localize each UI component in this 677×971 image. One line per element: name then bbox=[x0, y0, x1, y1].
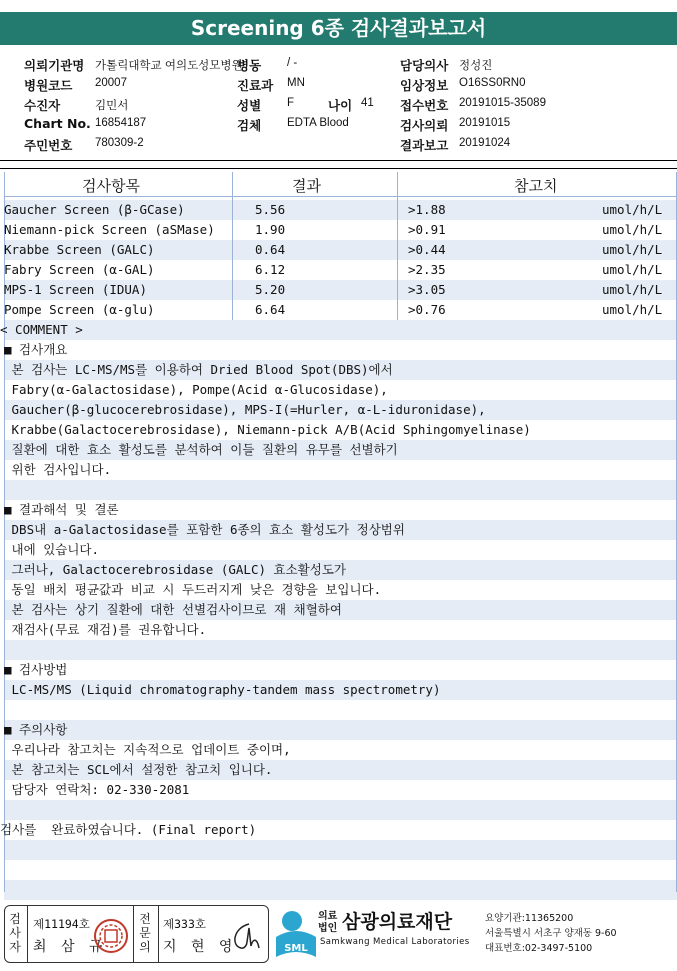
row-stripe bbox=[4, 640, 677, 660]
request-label: 검사의뢰 bbox=[400, 118, 449, 133]
comment-label: < COMMENT > bbox=[0, 322, 83, 337]
clinical-value: O16SS0RN0 bbox=[459, 77, 526, 89]
logo-text: SML bbox=[284, 943, 308, 954]
hospcode-label: 병원코드 bbox=[24, 78, 73, 93]
comment-line: Fabry(α-Galactosidase), Pompe(Acid α-Glucosidase), bbox=[4, 382, 388, 397]
collector-value: 김민서 bbox=[95, 100, 129, 112]
test-item: Niemann-pick Screen (aSMase) bbox=[4, 222, 215, 237]
sex-value: F bbox=[287, 97, 295, 109]
ward-label: 병동 bbox=[237, 58, 262, 73]
ward-value: / - bbox=[287, 57, 298, 69]
test-result: 0.64 bbox=[255, 242, 286, 257]
org-name: 삼광의료재단 bbox=[342, 911, 453, 933]
row-stripe bbox=[4, 880, 677, 900]
test-item: Krabbe Screen (GALC) bbox=[4, 242, 155, 257]
reference-range: >3.05 bbox=[408, 282, 446, 297]
test-result: 5.56 bbox=[255, 202, 286, 217]
test-item: Fabry Screen (α-GAL) bbox=[4, 262, 155, 277]
phone-number: 대표번호:02-3497-5100 bbox=[485, 943, 593, 954]
examiner-name: 최 삼 규 bbox=[33, 939, 106, 955]
address: 서울특별시 서초구 양재동 9-60 bbox=[485, 928, 617, 939]
collector-label: 수진자 bbox=[24, 98, 61, 113]
divider bbox=[158, 906, 159, 962]
test-result: 6.64 bbox=[255, 302, 286, 317]
unit: umol/h/L bbox=[602, 242, 663, 257]
report-date-value: 20191024 bbox=[459, 137, 511, 149]
comment-line: Gaucher(β-glucocerebrosidase), MPS-I(=Hurler, α-L-iduronidase), bbox=[4, 402, 486, 417]
test-result: 1.90 bbox=[255, 222, 286, 237]
comment-line: 질환에 대한 효소 활성도를 분석하여 이들 질환의 유무를 선별하기 bbox=[4, 442, 398, 457]
row-stripe bbox=[4, 480, 677, 500]
row-stripe bbox=[4, 720, 677, 740]
rrn-label: 주민번호 bbox=[24, 138, 73, 153]
divider bbox=[0, 160, 677, 161]
dept-label: 진료과 bbox=[237, 78, 274, 93]
comment-line: DBS내 a-Galactosidase를 포함한 6종의 효소 활성도가 정상범위 bbox=[4, 522, 405, 537]
clinical-label: 임상정보 bbox=[400, 78, 449, 93]
sml-logo-icon bbox=[272, 907, 320, 961]
age-value: 41 bbox=[361, 97, 374, 109]
comment-line: 재검사(무료 재검)를 권유합니다. bbox=[4, 622, 207, 637]
age-label: 나이 bbox=[328, 98, 353, 113]
specialist-signature-icon bbox=[227, 918, 263, 954]
divider bbox=[133, 906, 134, 962]
comment-line: 내에 있습니다. bbox=[4, 542, 100, 557]
chart-value: 16854187 bbox=[95, 117, 147, 129]
column-divider bbox=[397, 172, 398, 320]
chart-label: Chart No. bbox=[24, 116, 91, 131]
row-stripe bbox=[4, 840, 677, 860]
org-english-name: Samkwang Medical Laboratories bbox=[320, 937, 470, 947]
unit: umol/h/L bbox=[602, 202, 663, 217]
test-result: 6.12 bbox=[255, 262, 286, 277]
request-value: 20191015 bbox=[459, 117, 511, 129]
doctor-label: 담당의사 bbox=[400, 58, 449, 73]
row-stripe bbox=[4, 320, 677, 340]
specialist-label: 전문의 bbox=[139, 912, 151, 954]
comment-line: 담당자 연락처: 02-330-2081 bbox=[4, 782, 190, 797]
col-header-result: 결과 bbox=[292, 177, 321, 195]
reference-range: >2.35 bbox=[408, 262, 446, 277]
institution-label: 의뢰기관명 bbox=[24, 58, 85, 73]
comment-line: 검사를 완료하였습니다. (Final report) bbox=[0, 822, 257, 837]
doctor-value: 정성진 bbox=[459, 60, 493, 72]
footer bbox=[0, 905, 677, 965]
institution-value: 가톨릭대학교 여의도성모병원 bbox=[95, 60, 243, 72]
row-stripe bbox=[4, 800, 677, 820]
report-date-label: 결과보고 bbox=[400, 138, 449, 153]
divider bbox=[0, 168, 677, 169]
col-header-reference: 참고치 bbox=[514, 177, 558, 195]
test-item: Pompe Screen (α-glu) bbox=[4, 302, 155, 317]
signature-box bbox=[4, 905, 269, 963]
section-heading: ■ 검사방법 bbox=[4, 662, 68, 677]
dept-value: MN bbox=[287, 77, 305, 89]
test-result: 5.20 bbox=[255, 282, 286, 297]
comment-line: LC-MS/MS (Liquid chromatography-tandem mass spectrometry) bbox=[4, 682, 441, 697]
section-heading: ■ 주의사항 bbox=[4, 722, 68, 737]
specialist-license: 제333호 bbox=[163, 917, 206, 931]
sex-label: 성별 bbox=[237, 98, 262, 113]
comment-line: 그러나, Galactocerebrosidase (GALC) 효소활성도가 bbox=[4, 562, 346, 577]
comment-line: Krabbe(Galactocerebrosidase), Niemann-pick A/B(Acid Sphingomyelinase) bbox=[4, 422, 531, 437]
comment-line: 본 참고치는 SCL에서 설정한 참고치 입니다. bbox=[4, 762, 273, 777]
hospcode-value: 20007 bbox=[95, 77, 127, 89]
specimen-label: 검체 bbox=[237, 118, 262, 133]
col-header-item: 검사항목 bbox=[82, 177, 140, 195]
divider bbox=[27, 906, 28, 962]
examiner-license: 제11194호 bbox=[33, 917, 90, 931]
test-item: Gaucher Screen (β-GCase) bbox=[4, 202, 185, 217]
specimen-value: EDTA Blood bbox=[287, 117, 349, 129]
receipt-label: 접수번호 bbox=[400, 98, 449, 113]
unit: umol/h/L bbox=[602, 282, 663, 297]
receipt-value: 20191015-35089 bbox=[459, 97, 546, 109]
comment-line: 위한 검사입니다. bbox=[4, 462, 112, 477]
section-heading: ■ 결과해석 및 결론 bbox=[4, 502, 119, 517]
rrn-value: 780309-2 bbox=[95, 137, 144, 149]
results-panel bbox=[0, 172, 677, 892]
reference-range: >1.88 bbox=[408, 202, 446, 217]
org-type: 의료법인 bbox=[318, 911, 338, 934]
patient-info bbox=[0, 52, 677, 152]
unit: umol/h/L bbox=[602, 222, 663, 237]
reference-range: >0.44 bbox=[408, 242, 446, 257]
examiner-label: 검사자 bbox=[9, 912, 21, 954]
reference-range: >0.76 bbox=[408, 302, 446, 317]
unit: umol/h/L bbox=[602, 302, 663, 317]
reference-range: >0.91 bbox=[408, 222, 446, 237]
unit: umol/h/L bbox=[602, 262, 663, 277]
section-heading: ■ 검사개요 bbox=[4, 342, 68, 357]
comment-line: 우리나라 참고치는 지속적으로 업데이트 중이며, bbox=[4, 742, 291, 757]
comment-line: 본 검사는 상기 질환에 대한 선별검사이므로 재 채혈하여 bbox=[4, 602, 342, 617]
specialist-name: 지 현 영 bbox=[163, 939, 236, 955]
column-divider bbox=[232, 172, 233, 320]
report-title: Screening 6종 검사결과보고서 bbox=[0, 12, 677, 45]
header-underline bbox=[4, 196, 677, 197]
comment-line: 본 검사는 LC-MS/MS를 이용하여 Dried Blood Spot(DBS)에서 bbox=[4, 362, 393, 377]
comment-line: 동일 배치 평균값과 비교 시 두드러지게 낮은 경향을 보입니다. bbox=[4, 582, 382, 597]
test-item: MPS-1 Screen (IDUA) bbox=[4, 282, 147, 297]
examiner-seal-icon bbox=[93, 918, 129, 954]
institution-code: 요양기관:11365200 bbox=[485, 913, 574, 924]
